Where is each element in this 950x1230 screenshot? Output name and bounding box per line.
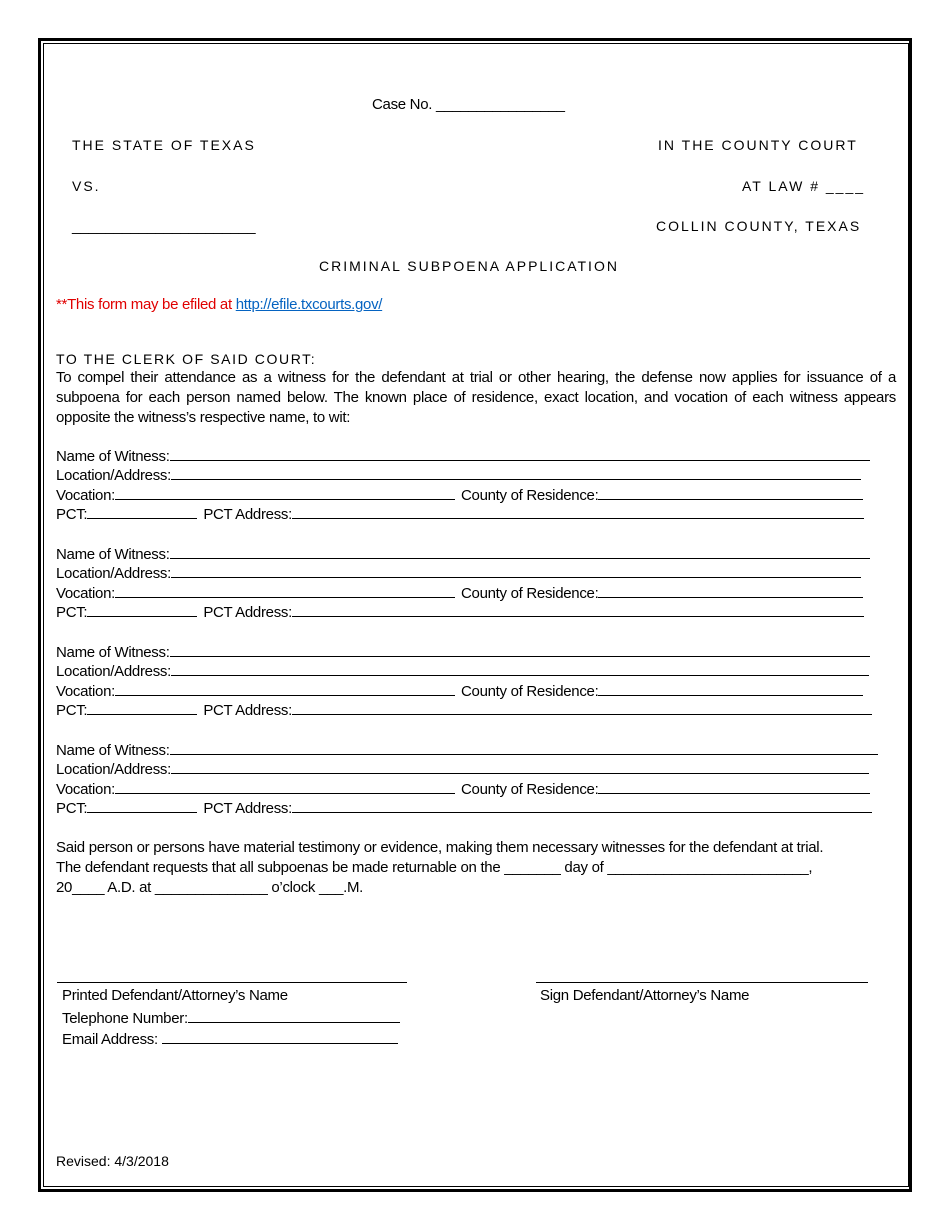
county-residence-label: County of Residence: — [461, 585, 599, 602]
pct-field[interactable] — [87, 505, 197, 519]
pct-address-label: PCT Address: — [203, 702, 292, 719]
county-court: IN THE COUNTY COURT — [658, 137, 858, 153]
location-label: Location/Address: — [56, 565, 171, 582]
pct-address-label: PCT Address: — [203, 800, 292, 817]
vocation-label: Vocation: — [56, 585, 116, 602]
email-label: Email Address: — [62, 1031, 158, 1048]
pct-address-label: PCT Address: — [203, 604, 292, 621]
printed-name-label: Printed Defendant/Attorney’s Name — [62, 987, 288, 1004]
pct-field[interactable] — [87, 701, 197, 715]
vocation-label: Vocation: — [56, 781, 116, 798]
witness-name-field[interactable] — [170, 545, 870, 559]
witness-name-label: Name of Witness: — [56, 546, 170, 563]
pct-address-field[interactable] — [292, 603, 864, 617]
county-residence-label: County of Residence: — [461, 487, 599, 504]
vocation-field[interactable] — [115, 682, 455, 696]
case-number[interactable]: Case No. ________________ — [372, 96, 565, 113]
signature-line[interactable] — [536, 982, 868, 983]
county-residence-field[interactable] — [598, 584, 863, 598]
telephone-row — [62, 1009, 400, 1028]
intro-paragraph: To compel their attendance as a witness for the defendant at trial or other hearing, the defense now applies for issuance of a subpoena for each person named below. The known place of residence, exact location, and vocation of each witness appears opposite the witness’s respective name, to wit: — [56, 369, 896, 426]
county-residence-label: County of Residence: — [461, 683, 599, 700]
defendant-name-blank[interactable]: ______________________ — [72, 218, 256, 235]
location-field[interactable] — [171, 662, 869, 676]
pct-field[interactable] — [87, 603, 197, 617]
location-label: Location/Address: — [56, 663, 171, 680]
pct-label: PCT: — [56, 604, 88, 621]
location-field[interactable] — [171, 564, 861, 578]
efile-link[interactable]: http://efile.txcourts.gov/ — [235, 296, 383, 313]
pct-address-field[interactable] — [292, 505, 864, 519]
efile-notice-text: **This form may be efiled at — [56, 296, 236, 313]
vocation-label: Vocation: — [56, 487, 116, 504]
email-field[interactable] — [162, 1030, 398, 1044]
location-field[interactable] — [171, 466, 861, 480]
county-residence-field[interactable] — [598, 682, 863, 696]
witness-name-field[interactable] — [170, 643, 870, 657]
court-at-law-number[interactable]: AT LAW # ____ — [742, 178, 866, 194]
form-title: CRIMINAL SUBPOENA APPLICATION — [319, 258, 619, 274]
telephone-label: Telephone Number: — [62, 1010, 188, 1027]
sign-name-label: Sign Defendant/Attorney’s Name — [540, 987, 750, 1004]
pct-address-label: PCT Address: — [203, 506, 292, 523]
county-residence-field[interactable] — [598, 780, 870, 794]
pct-label: PCT: — [56, 702, 88, 719]
testimony-line-1: Said person or persons have material testimony or evidence, making them necessary witnesses for the defendant at trial. — [56, 839, 824, 856]
witness-name-field[interactable] — [170, 741, 878, 755]
location-field[interactable] — [171, 760, 869, 774]
witness-name-label: Name of Witness: — [56, 742, 170, 759]
printed-name-line[interactable] — [57, 982, 407, 983]
revised-date: Revised: 4/3/2018 — [56, 1153, 169, 1169]
vocation-field[interactable] — [115, 486, 455, 500]
pct-address-field[interactable] — [292, 799, 872, 813]
testimony-line-2[interactable]: The defendant requests that all subpoenas be made returnable on the _______ day of _________________________, — [56, 859, 813, 876]
county-residence-field[interactable] — [598, 486, 863, 500]
salutation: TO THE CLERK OF SAID COURT: — [56, 351, 317, 367]
pct-address-field[interactable] — [292, 701, 872, 715]
vocation-field[interactable] — [115, 584, 455, 598]
location-label: Location/Address: — [56, 761, 171, 778]
versus-label: VS. — [72, 178, 101, 194]
county-residence-label: County of Residence: — [461, 781, 599, 798]
location-label: Location/Address: — [56, 467, 171, 484]
witness-name-label: Name of Witness: — [56, 644, 170, 661]
pct-label: PCT: — [56, 800, 88, 817]
telephone-field[interactable] — [188, 1009, 400, 1023]
pct-field[interactable] — [87, 799, 197, 813]
pct-label: PCT: — [56, 506, 88, 523]
efile-notice — [56, 296, 382, 314]
collin-county: COLLIN COUNTY, TEXAS — [656, 218, 862, 234]
testimony-line-3[interactable]: 20____ A.D. at ______________ o’clock ___.M. — [56, 879, 364, 896]
vocation-label: Vocation: — [56, 683, 116, 700]
witness-name-label: Name of Witness: — [56, 448, 170, 465]
email-row — [62, 1030, 398, 1049]
state-of-texas: THE STATE OF TEXAS — [72, 137, 256, 153]
vocation-field[interactable] — [115, 780, 455, 794]
witness-name-field[interactable] — [170, 447, 870, 461]
